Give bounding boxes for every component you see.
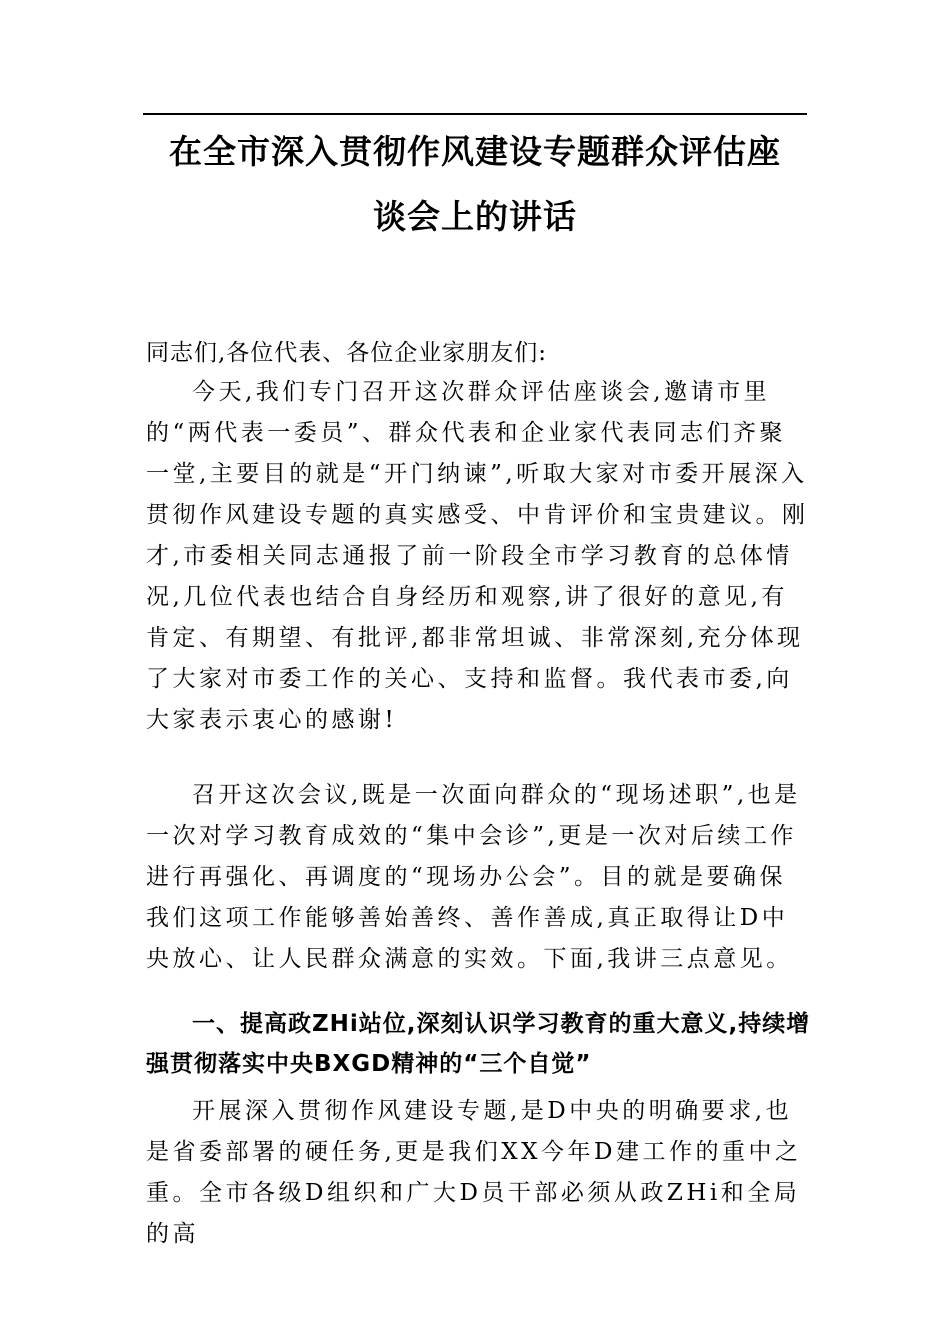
salutation: 同志们,各位代表、各位企业家朋友们:: [146, 340, 548, 366]
document-title-line-1: 在全市深入贯彻作风建设专题群众评估座: [169, 132, 781, 171]
section-heading-1: 一、提高政ZHi站位,深刻认识学习教育的重大意义,持续增强贯彻落实中央BXGD精神的“三个自觉”: [146, 1011, 811, 1077]
body-paragraph-2: 召开这次会议,既是一次面向群众的“现场述职”,也是一次对学习教育成效的“集中会诊”,更是一次对后续工作进行再强化、再调度的“现场办公会”。目的就是要确保我们这项工作能够善始善终、善作善成,真正取得让D中央放心、让人民群众满意的实效。下面,我讲三点意见。: [146, 782, 801, 972]
body-paragraph-3: 开展深入贯彻作风建设专题,是D中央的明确要求,也是省委部署的硬任务,更是我们XX今年D建工作的重中之重。全市各级D组织和广大D员干部必须从政ZHi和全局的高: [146, 1098, 802, 1247]
document-title-line-2: 谈会上的讲话: [373, 197, 577, 236]
body-paragraph-1: 今天,我们专门召开这次群众评估座谈会,邀请市里的“两代表一委员”、群众代表和企业家代表同志们齐聚一堂,主要目的就是“开门纳谏”,听取大家对市委开展深入贯彻作风建设专题的真实感受、中肯评价和宝贵建议。刚才,市委相关同志通报了前一阶段全市学习教育的总体情况,几位代表也结合自身经历和观察,讲了很好的意见,有肯定、有期望、有批评,都非常坦诚、非常深刻,充分体现了大家对市委工作的关心、支持和监督。我代表市委,向大家表示衷心的感谢!: [146, 379, 809, 733]
top-rule: [143, 113, 807, 115]
